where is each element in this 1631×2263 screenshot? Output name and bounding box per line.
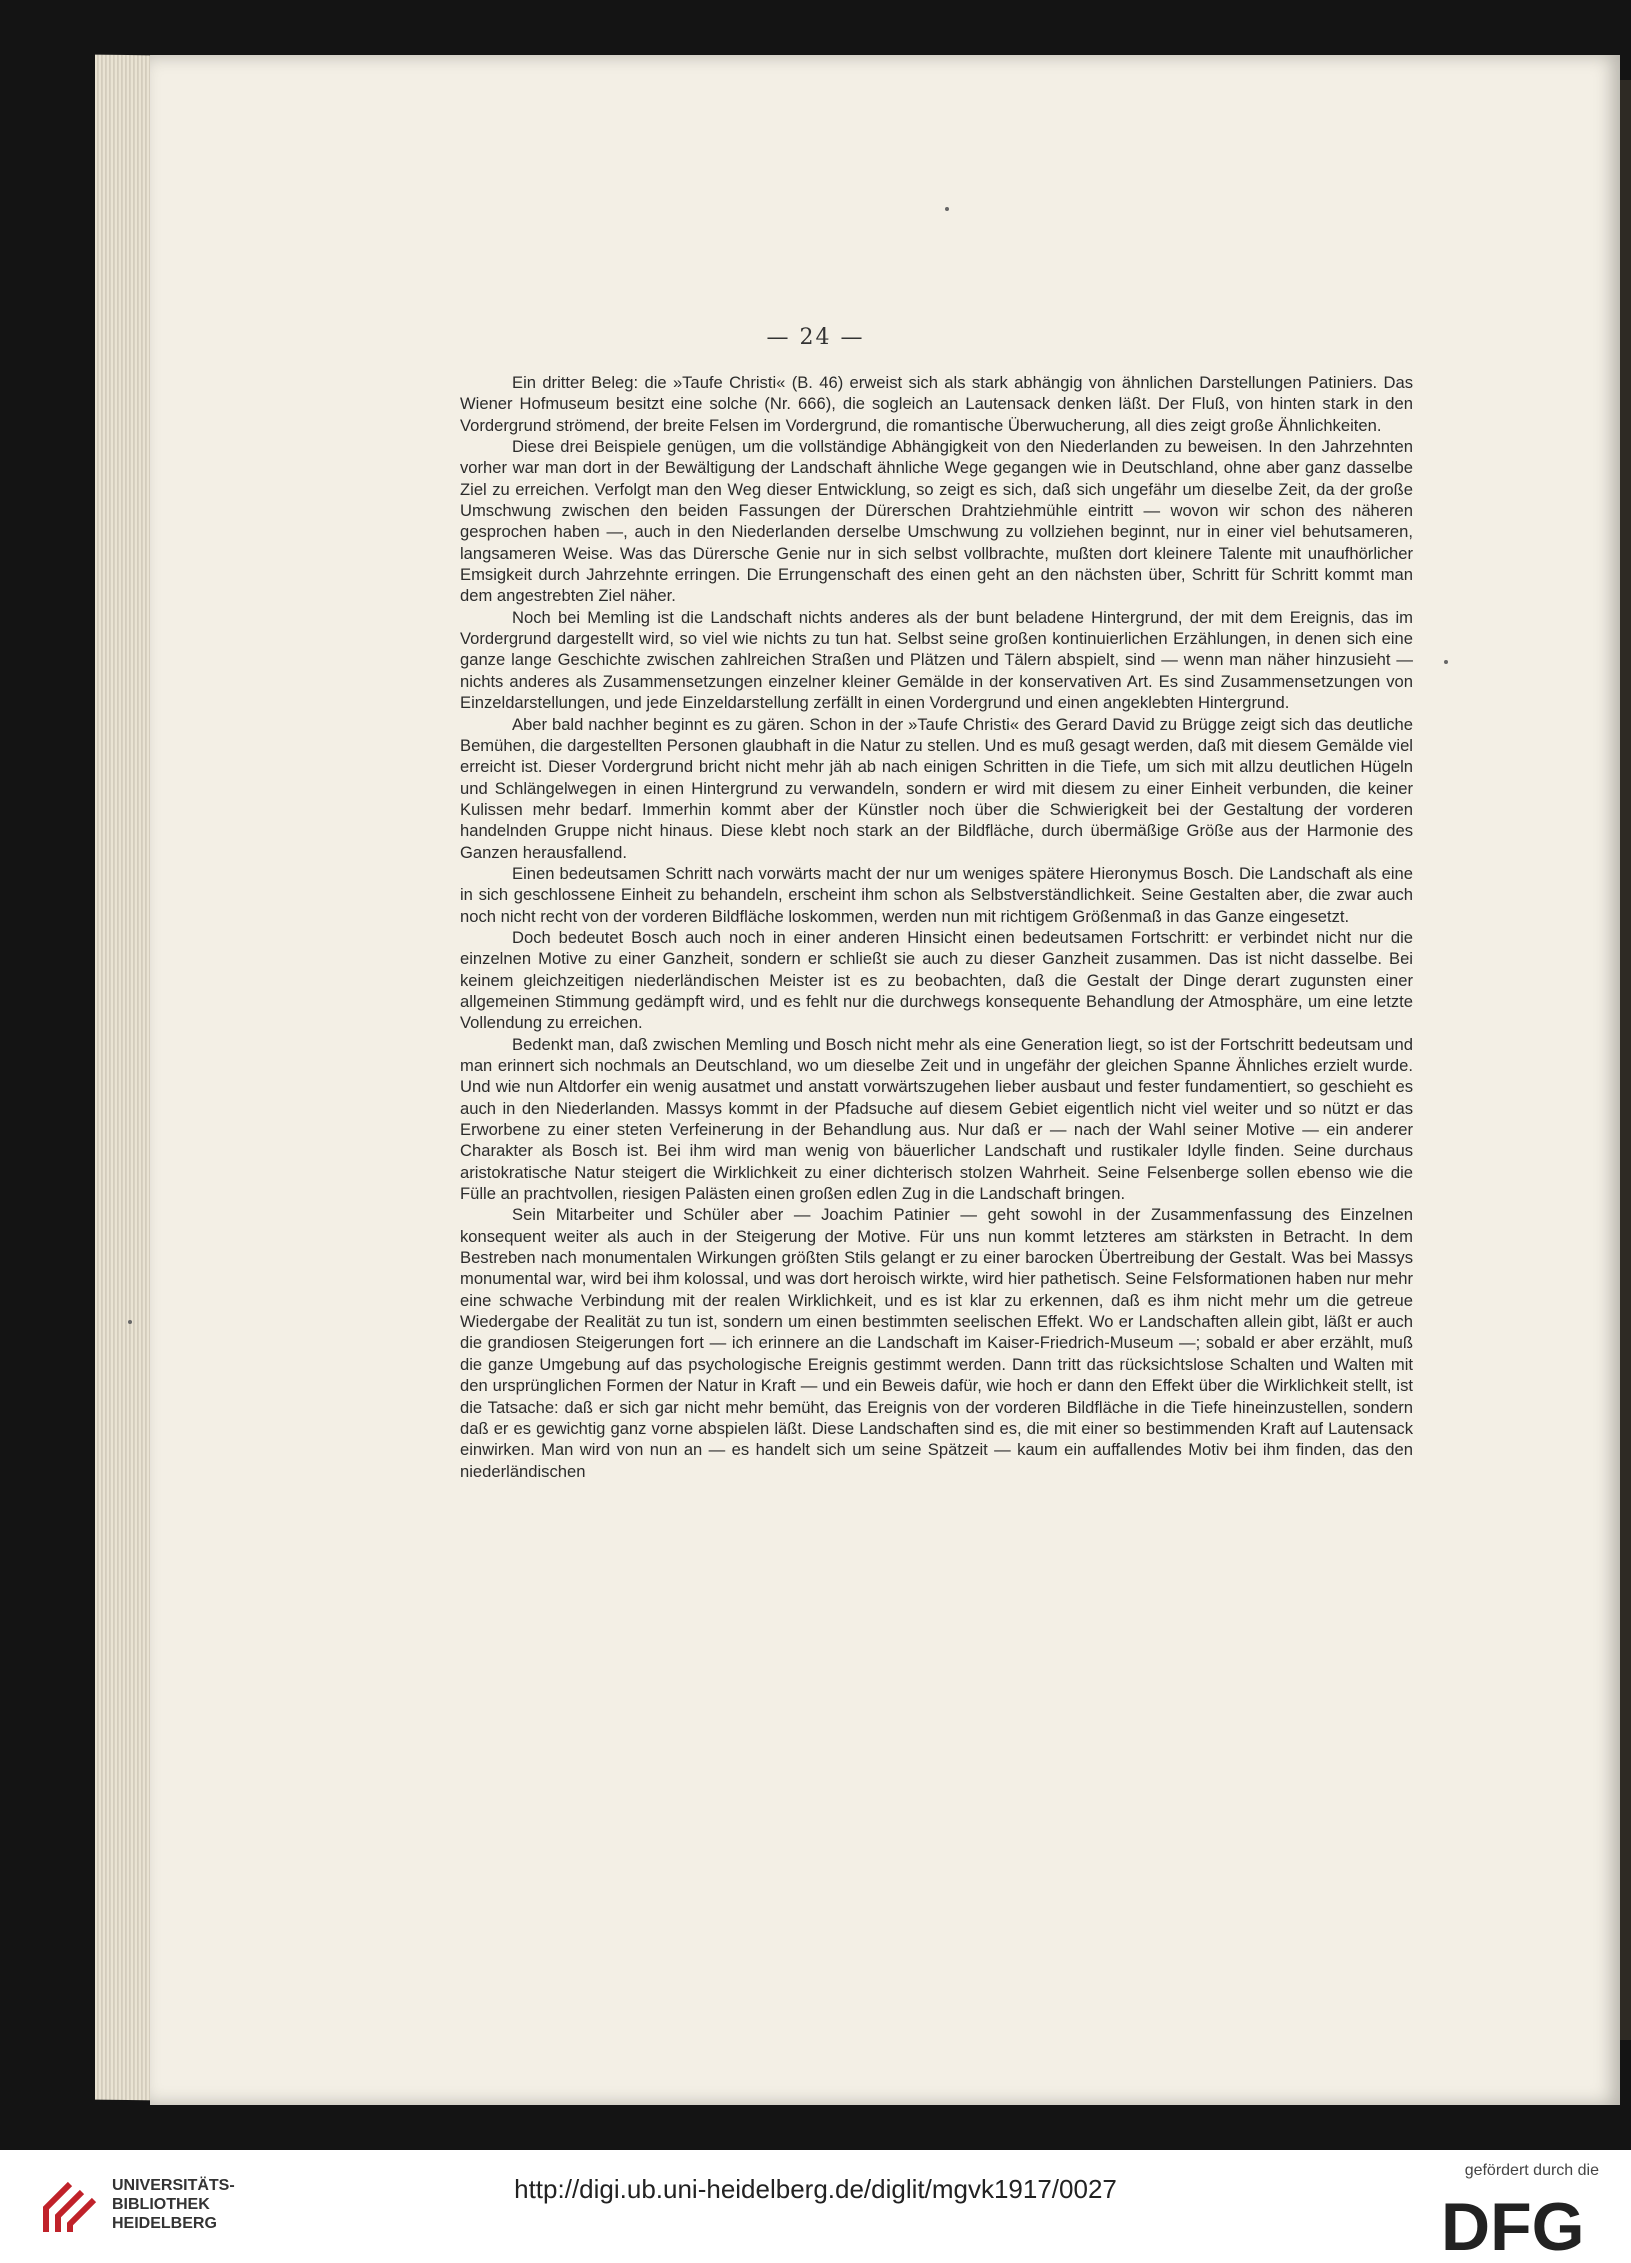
paragraph: Einen bedeutsamen Schritt nach vorwärts macht der nur um weniges spätere Hieronymus Bosch. Die Landschaft als eine in sich geschlossene Einheit zu behandeln, erscheint ihm schon als Selbstverständlichkeit. Seine Gestalten aber, die zwar auch noch nicht recht von der vorderen Bildfläche loskommen, werden nun mit richtigem Größenmaß in das Ganze eingesetzt.	[460, 863, 1413, 926]
svg-text:DFG: DFG	[1441, 2194, 1585, 2254]
funder-label: gefördert durch die	[1464, 2162, 1599, 2179]
permalink[interactable]: http://digi.ub.uni-heidelberg.de/diglit/mgvk1917/0027	[514, 2174, 1117, 2204]
library-name[interactable]: UNIVERSITÄTS- BIBLIOTHEK HEIDELBERG	[112, 2177, 235, 2232]
dfg-logo-icon[interactable]	[1441, 2194, 1599, 2254]
speck	[945, 207, 949, 211]
body-text	[460, 372, 1413, 1482]
paragraph: Doch bedeutet Bosch auch noch in einer anderen Hinsicht einen bedeutsamen Fortschritt: er verbindet nicht nur die einzelnen Motive zu einer Ganzheit, sondern er schließt sie auch zu dieser Ganzheit zusammen. Das ist nicht dasselbe. Bei keinem gleichzeitigen niederländischen Meister ist es zu beobachten, daß die Gestalt der Dinge derart zugunsten einer allgemeinen Stimmung gedämpft wird, und es fehlt nur die durchwegs konsequente Behandlung der Atmosphäre, um eine letzte Vollendung zu erreichen.	[460, 927, 1413, 1033]
paragraph: Noch bei Memling ist die Landschaft nichts anderes als der bunt beladene Hintergrund, der mit dem Ereignis, das im Vordergrund dargestellt wird, so viel wie nichts zu tun hat. Selbst seine großen kontinuierlichen Erzählungen, in denen sich eine ganze lange Geschichte zwischen zahlreichen Straßen und Plätzen und Tälern abspielt, sind — wenn man näher hinzusieht — nichts anderes als Zusammensetzungen einzelner kleiner Gemälde in der konservativen Art. Es sind Zusammensetzungen von Einzeldarstellungen, und jede Einzeldarstellung zerfällt in einen Vordergrund und einen angeklebten Hintergrund.	[460, 607, 1413, 713]
paragraph: Ein dritter Beleg: die »Taufe Christi« (B. 46) erweist sich als stark abhängig von ähnlichen Darstellungen Patiniers. Das Wiener Hofmuseum besitzt eine solche (Nr. 666), die sogleich an Lautensack denken läßt. Der Fluß, von hinten stark in den Vordergrund strömend, der breite Felsen im Vordergrund, die romantische Überwucherung, all dies zeigt große Ähnlichkeiten.	[460, 373, 1413, 435]
paragraph: Aber bald nachher beginnt es zu gären. Schon in der »Taufe Christi« des Gerard David zu Brügge zeigt sich das deutliche Bemühen, die dargestellten Personen glaubhaft in die Natur zu stellen. Und es muß gesagt werden, daß mit diesem Gemälde viel erreicht ist. Dieser Vordergrund bricht nicht mehr jäh ab nach einigen Schritten in die Tiefe, um sich mit allzu deutlichen Hügeln und Schlängelwegen in einen Hintergrund zu verwandeln, sondern er wird mit diesem zu einer Einheit verbunden, die keiner Kulissen mehr bedarf. Immerhin kommt aber der Künstler noch über die Schwierigkeit bei der Gestaltung der vorderen handelnden Gruppe nicht hinaus. Diese klebt noch stark an der Bildfläche, durch übermäßige Größe aus der Harmonie des Ganzen herausfallend.	[460, 714, 1413, 862]
speck	[128, 1320, 132, 1324]
page-stack	[95, 55, 155, 2101]
paragraph: Diese drei Beispiele genügen, um die vollständige Abhängigkeit von den Niederlanden zu beweisen. In den Jahrzehnten vorher war man dort in der Bewältigung der Landschaft ähnliche Wege gegangen wie in Deutschland, ohne aber ganz dasselbe Ziel zu erreichen. Verfolgt man den Weg dieser Entwicklung, so zeigt es sich, daß sich ungefähr um dieselbe Zeit, da der große Umschwung zwischen den beiden Fassungen der Dürerschen Drahtziehmühle eintritt — wovon wir schon des näheren gesprochen haben —, auch in den Niederlanden derselbe Umschwung zu vollziehen beginnt, nur in einer viel behutsameren, langsameren Weise. Was das Dürersche Genie nur in sich selbst vollbrachte, mußten dort kleinere Talente mit unaufhörlicher Emsigkeit durch Jahrzehnte erringen. Die Errungenschaft des einen geht an den nächsten über, Schritt für Schritt kommt man dem angestrebten Ziel näher.	[460, 437, 1413, 606]
paragraph: Bedenkt man, daß zwischen Memling und Bosch nicht mehr als eine Generation liegt, so ist der Fortschritt bedeutsam und man erinnert sich nochmals an Deutschland, wo um dieselbe Zeit und in ungefähr der gleichen Spanne Ähnliches erzielt wurde. Und wie nun Altdorfer ein wenig ausatmet und anstatt vorwärtszugehen lieber ausbaut und fester fundamentiert, so geschieht es auch in den Niederlanden. Massys kommt in der Pfadsuche auf diesem Gebiet eigentlich nicht viel weiter und so nützt er das Erworbene zu einer steten Verfeinerung in der Behandlung aus. Nur daß er — nach der Wahl seiner Motive — ein anderer Charakter als Bosch ist. Bei ihm wird man wenig von bäuerlicher Landschaft und rustikaler Idylle finden. Seine durchaus aristokratische Natur steigert die Wirklichkeit zu einer dichterisch stolzen Wahrheit. Seine Felsenberge sollen ebenso wie die Fülle an prachtvollen, riesigen Palästen einen großen edlen Zug in die Landschaft bringen.	[460, 1034, 1413, 1204]
speck	[1444, 660, 1448, 664]
paragraph: Sein Mitarbeiter und Schüler aber — Joachim Patinier — geht sowohl in der Zusammenfassung des Einzelnen konsequent weiter als auch in der Steigerung der Motive. Für uns nun kommt letzteres am stärksten in Betracht. In dem Bestreben nach monumentalen Wirkungen größten Stils gelangt er zu einer barocken Übertreibung der Gestalt. Was bei Massys monumental war, wird bei ihm kolossal, und was dort heroisch wirkte, wird hier pathetisch. Seine Felsformationen haben nur mehr eine schwache Verbindung mit der realen Wirklichkeit, und es ist klar zu erkennen, daß es ihm nicht mehr um die getreue Wiedergabe der Realität zu tun ist, sondern um einen bestimmten seelischen Effekt. Wo er Landschaften allein gibt, läßt er auch die grandiosen Steigerungen fort — ich erinnere an die Landschaft im Kaiser-Friedrich-Museum —; sobald er aber erzählt, muß die ganze Umgebung auf das psychologische Ereignis gestimmt werden. Dann tritt das rücksichtslose Schalten und Walten mit den ursprünglichen Formen der Natur in Kraft — und ein Beweis dafür, wie hoch er dann den Effekt über die Wirklichkeit stellt, ist die Tatsache: daß er sich gar nicht mehr bemüht, das Ereignis von der vorderen Bildfläche in die Tiefe hineinzustellen, sondern daß er es gewichtig ganz vorne abspielen läßt. Diese Landschaften sind es, die mit einer so bestimmenden Kraft auf Lautensack einwirken. Man wird von nun an — es handelt sich um seine Spätzeit — kaum ein auffallendes Motiv bei ihm finden, das den niederländischen	[460, 1205, 1413, 1481]
footer-bar	[0, 2150, 1631, 2263]
page-number: — 24 —	[766, 325, 865, 350]
